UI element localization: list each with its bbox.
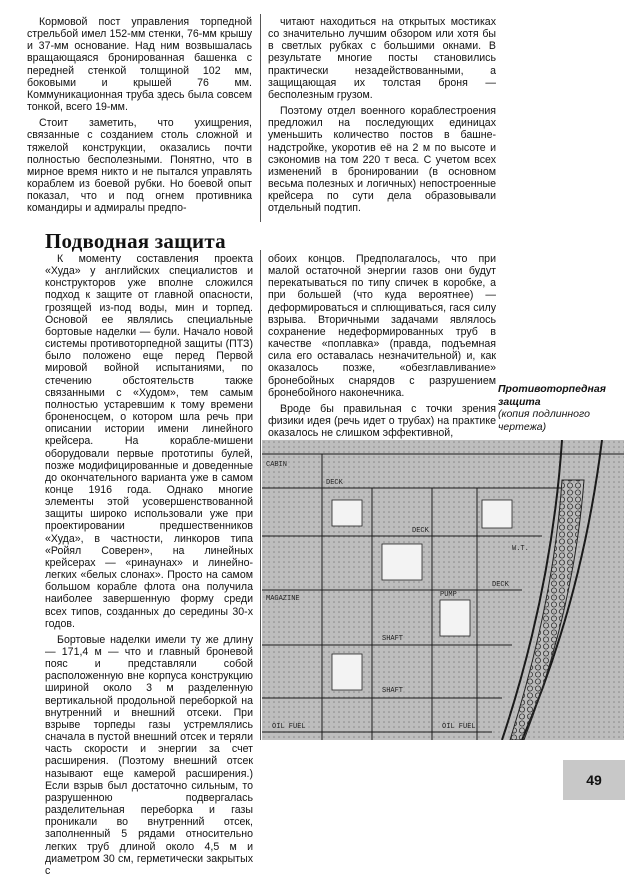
paragraph: обоих концов. Предполагалось, что при малой остаточной энергии газов они будут перекатываться по типу спичек в коробке, а при большей (что куда вероятнее) — деформироваться и сплющиваться, гася силу взрыва. Вторичными задачами являлось сохранение недеформированных труб в качестве «поплавка» (правда, подъемная сила его оставалась незначительной) и, как оказалось позже, «обезглавливание» бронебойных снарядов с разрушением бронебойного наконечника.: [268, 253, 496, 399]
paragraph: Бортовые наделки имели ту же длину — 171,4 м — что и главный броневой пояс и представляли собой расположенную вне корпуса конструкцию шириной около 3 м разделенную вертикальной продольной переборкой на внутренний и внешний отсеки. При взрыве торпеды газы устремлялись сначала в пустой внешний отсек и теряли часть скорости и энергии за счет расширения. (Поэтому внешний отсек называют еще камерой расширения.) Если взрыв был достаточно сильным, то разрушенною подвергалась разделительная переборка и газы проникали во внутренний отсек, заполненный 5 рядами относительно легких труб длиной около 4,5 м и диаметром 30 см, герметически закрытых с: [45, 633, 253, 877]
column-top-right: [268, 16, 496, 215]
paragraph: К моменту составления проекта «Худа» у английских специалистов и конструкторов уже вполне сложился подход к защите от главной опасности, грозящей из-под воды, мин и торпед. Основой ее являлись специальные бортовые наделки — були. Начало новой системы противоторпедной защиты (ПТЗ) было положено еще перед Первой мировой войной испытаниями, по стечению обстоятельств также связанными с «Худом», тем самым полностью устаревшим к тому времени броненосцем, о котором шла речь при описании истории имени линейного крейсера. На корабле-мишени оборудовали первые прототипы булей, позже модифицированные и доведенные до окончательного варианта уже в самом конце 1916 года. Однако многие элементы этой усовершенствованной защиты широко использовали уже при проектировании предшественников «Худа», в частности, линкоров типа «Ройял Соверен», на линейных крейсерах — «ринаунах» и линейно-легких «белых слонах». Просто на самом большом корабле флота она получила наиболее завершенную форму среди всех типов, созданных до середины 30-х годов.: [45, 253, 253, 630]
paragraph: Вроде бы правильная с точки зрения физики идея (речь идет о трубах) на практике оказалось не слишком эффективной,: [268, 402, 496, 440]
paragraph: читают находиться на открытых мостиках со значительно лучшим обзором или хотя бы в светлых рубках с большими окнами. В результате многие посты становились практически незадействованными, а защищающая их толстая броня — бесполезным грузом.: [268, 16, 496, 101]
drawing-label: DECK: [492, 581, 509, 589]
column-divider: [260, 250, 261, 740]
paragraph: Поэтому отдел военного кораблестроения предложил на последующих единицах уменьшить количество постов в башне-надстройке, укоротив её на 2 м по высоте и сэкономив на том 220 т веса. С учетом всех изменений в бронировании (в основном весьма полезных и логичных) непостроенные крейсера по сути дела образовывали отдельный подтип.: [268, 105, 496, 215]
drawing-label: MAGAZINE: [266, 595, 300, 603]
column-divider: [260, 14, 261, 222]
caption-subtitle: (копия подлинного чертежа): [498, 408, 590, 433]
drawing-label: CABIN: [266, 461, 288, 469]
section-heading: Подводная защита: [45, 229, 226, 253]
drawing-label: OIL FUEL: [442, 723, 476, 731]
column-bottom-right: [268, 253, 496, 439]
drawing-label: SHAFT: [382, 635, 404, 643]
page-number: 49: [563, 760, 625, 800]
paragraph: Стоит заметить, что ухищрения, связанные с созданием столь сложной и тяжелой конструкции, оказались почти полностью бесполезными. Понятно, что в мирное время никто и не пытался управлять кораблем из боевой рубки. Но боевой опыт показал, что и под огнем противника командиры и адмиралы предпо-: [27, 117, 252, 215]
drawing-label: DECK: [326, 479, 343, 487]
figure-caption: [498, 383, 610, 433]
paragraph: Кормовой пост управления торпедной стрельбой имел 152-мм стенки, 76-мм крышу и 37-мм основание. Над ним возвышалась вращающаяся бронированная башенка с передней стенкой толщиной 102 мм, боковыми и крышей 76 мм. Коммуникационная труба здесь была совсем тонкой, всего 19-мм.: [27, 16, 252, 114]
torpedo-defense-drawing: [262, 440, 624, 740]
drawing-label: PUMP: [440, 591, 457, 599]
column-bottom-left: [45, 253, 253, 877]
drawing-label: SHAFT: [382, 687, 404, 695]
column-top-left: [27, 16, 252, 215]
drawing-label: W.T.: [512, 545, 529, 553]
drawing-label: DECK: [412, 527, 429, 535]
caption-title: Противоторпедная защита: [498, 383, 606, 408]
drawing-label: OIL FUEL: [272, 723, 306, 731]
